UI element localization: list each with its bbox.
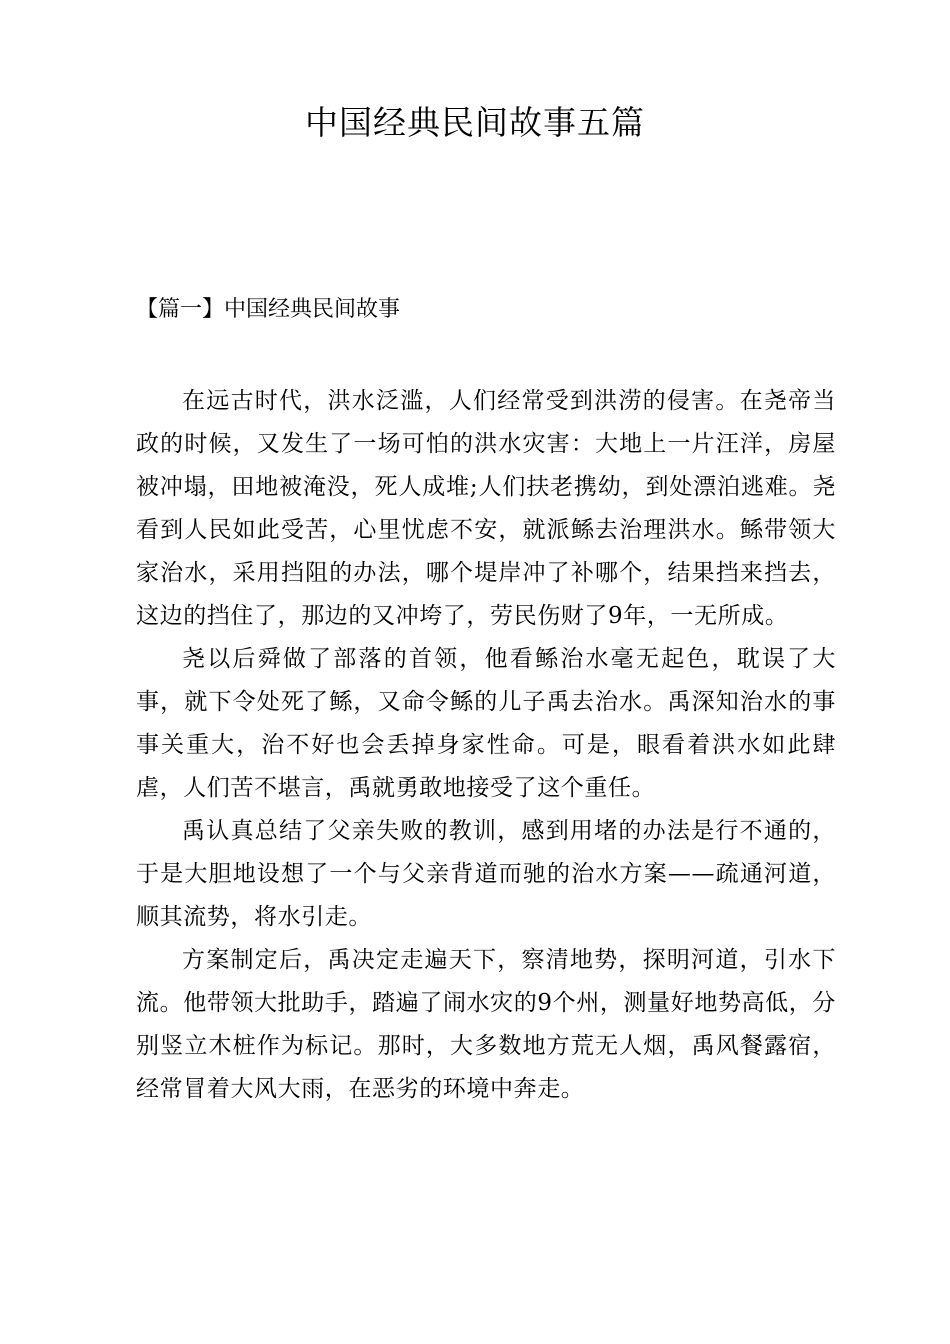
section-heading: 【篇一】中国经典民间故事 [136, 297, 401, 322]
paragraph: 尧以后舜做了部落的首领，他看鲧治水毫无起色，耽误了大事，就下令处死了鲧，又命令鲧的儿子禹去治水。禹深知治水的事事关重大，治不好也会丢掉身家性命。可是，眼看着洪水如此肆虐，人们苦不堪言，禹就勇敢地接受了这个重任。 [136, 646, 836, 801]
body-text [136, 380, 836, 1111]
paragraph: 在远古时代，洪水泛滥，人们经常受到洪涝的侵害。在尧帝当政的时候，又发生了一场可怕的洪水灾害：大地上一片汪洋，房屋被冲塌，田地被淹没，死人成堆;人们扶老携幼，到处漂泊逃难。尧看到人民如此受苦，心里忧虑不安，就派鲧去治理洪水。鲧带领大家治水，采用挡阻的办法，哪个堤岸冲了补哪个，结果挡来挡去，这边的挡住了，那边的又冲垮了，劳民伤财了9年，一无所成。 [136, 388, 836, 629]
document-title: 中国经典民间故事五篇 [305, 103, 645, 142]
paragraph: 方案制定后，禹决定走遍天下，察清地势，探明河道，引水下流。他带领大批助手，踏遍了闹水灾的9个州，测量好地势高低，分别竖立木桩作为标记。那时，大多数地方荒无人烟，禹风餐露宿，经常冒着大风大雨，在恶劣的环境中奔走。 [136, 947, 836, 1102]
paragraph: 禹认真总结了父亲失败的教训，感到用堵的办法是行不通的，于是大胆地设想了一个与父亲背道而驰的治水方案——疏通河道，顺其流势，将水引走。 [136, 818, 836, 930]
